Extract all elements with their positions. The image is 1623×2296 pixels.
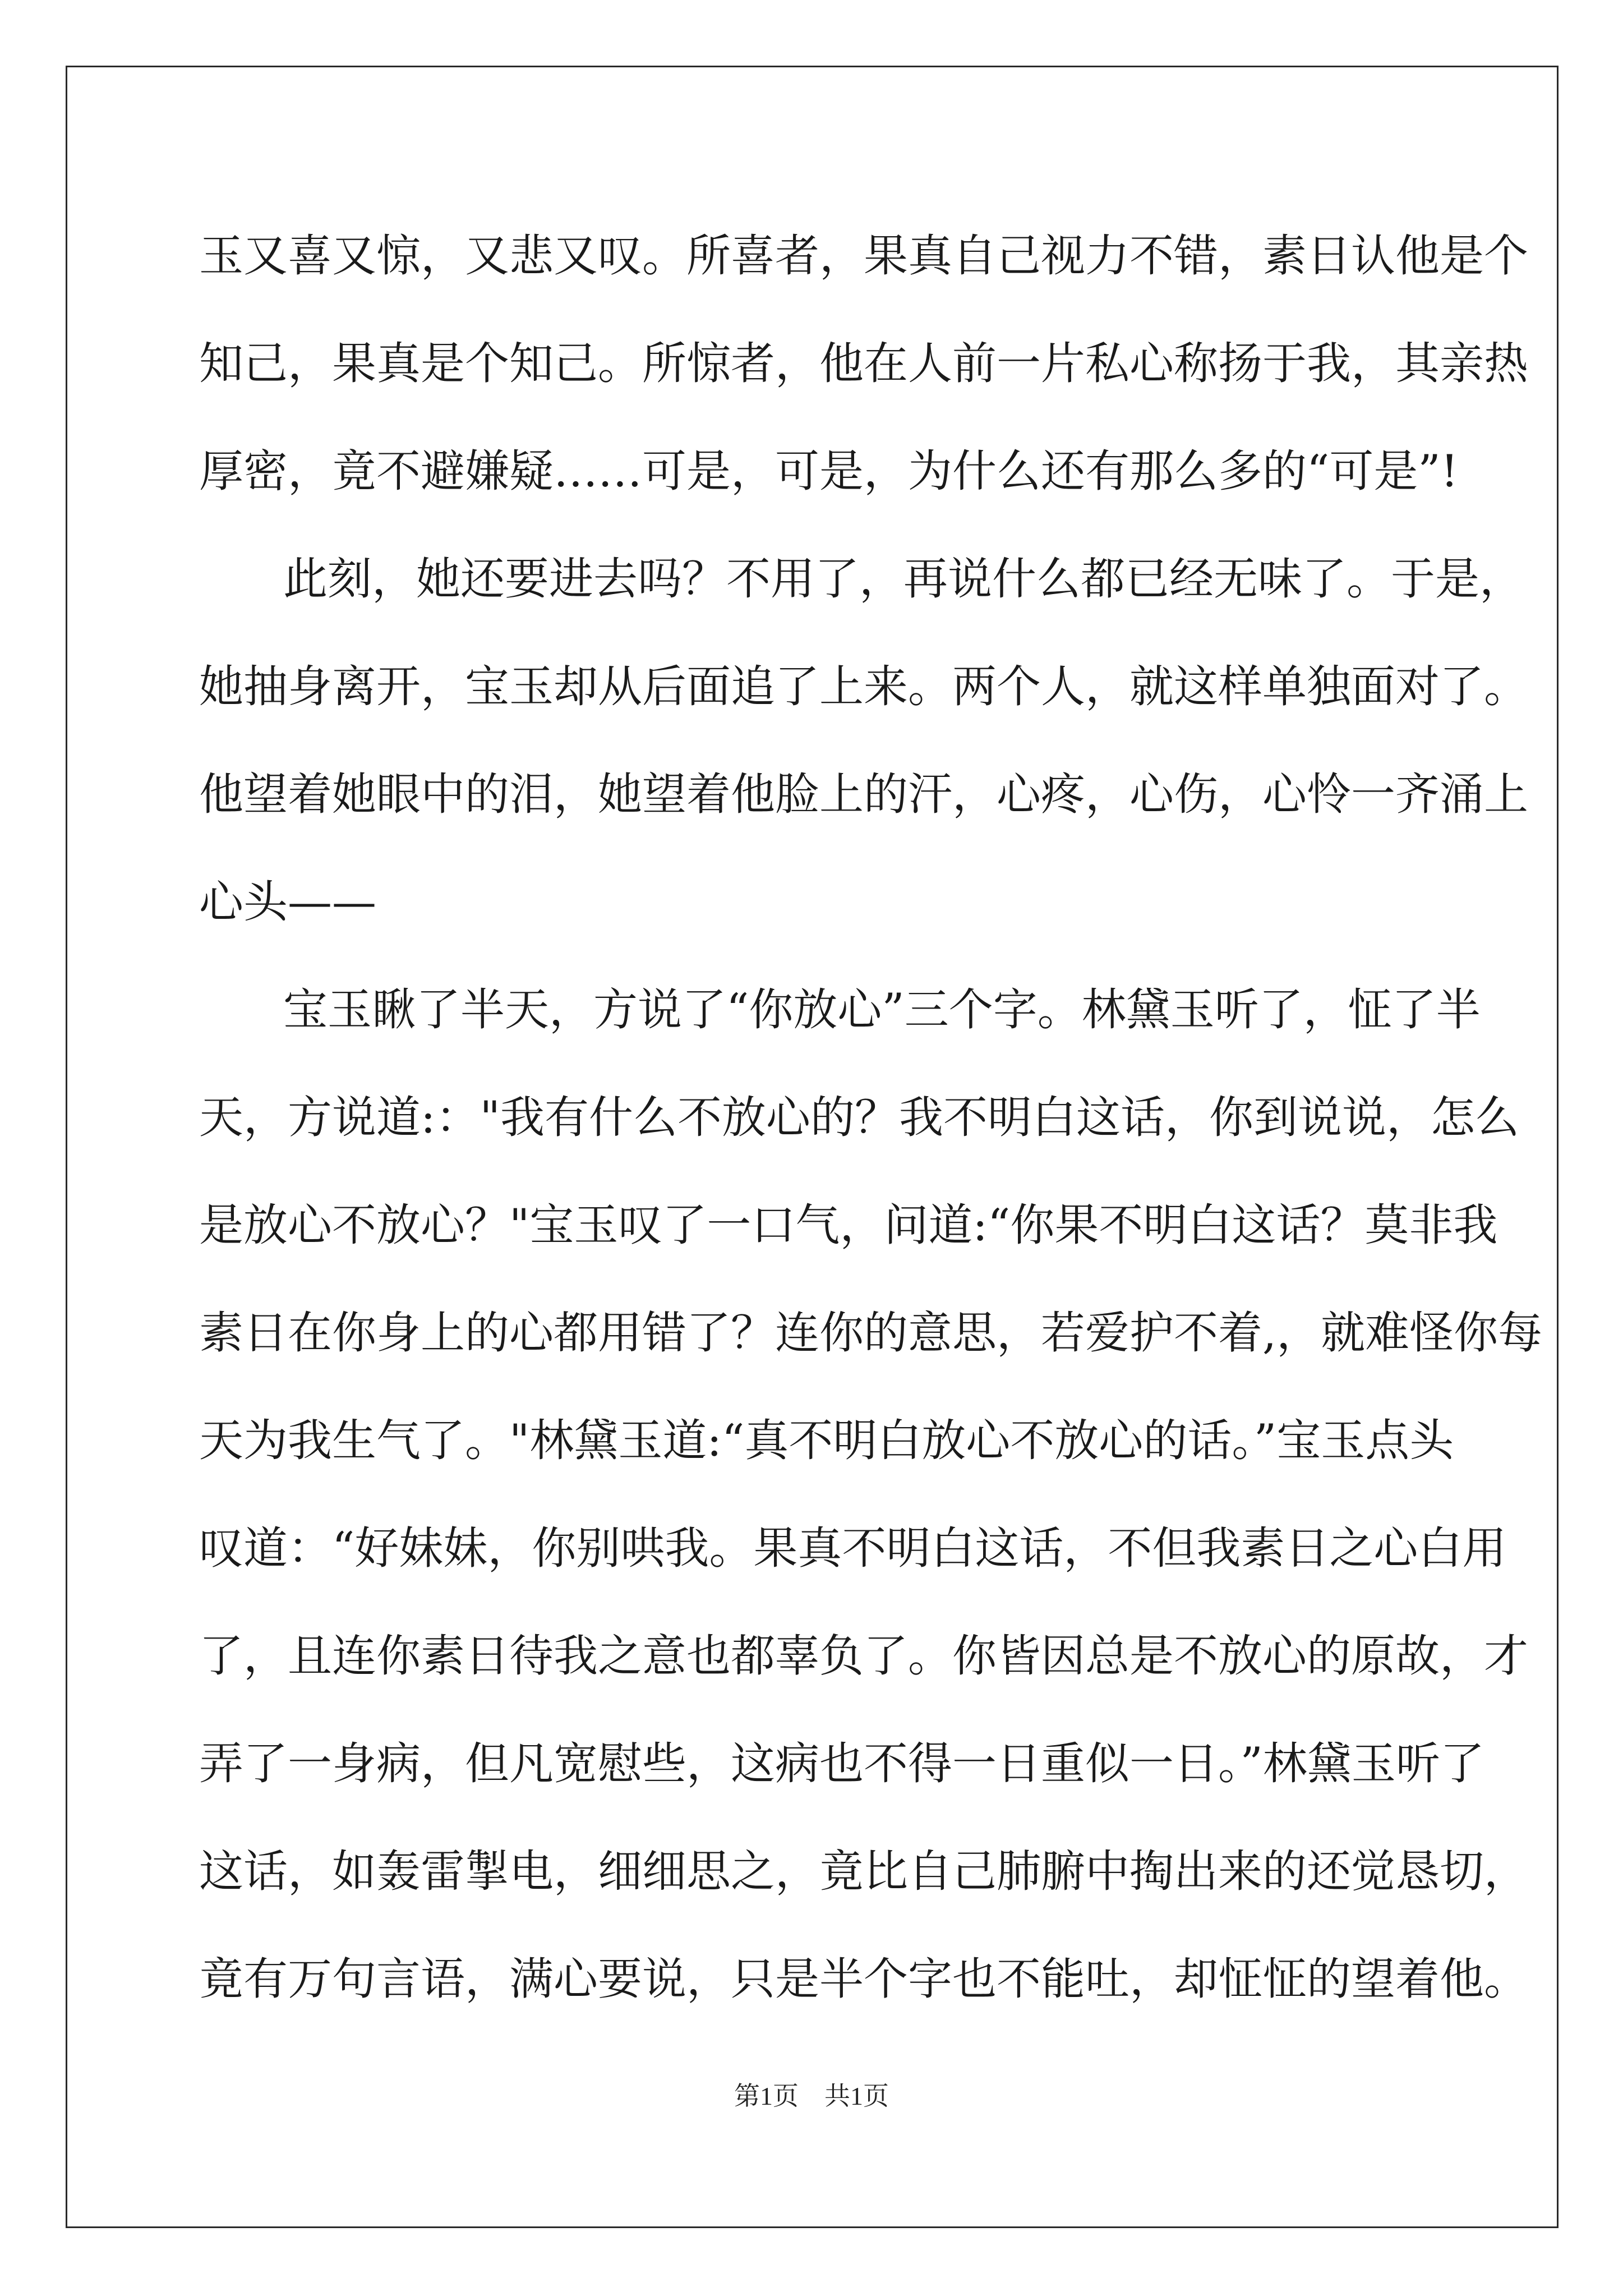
text-line: 天为我生气了。"林黛玉道:“真不明白放心不放心的话。”宝玉点头: [199, 1415, 1454, 1466]
text-line: 厚密，竟不避嫌疑……可是，可是，为什么还有那么多的“可是”!: [199, 445, 1459, 497]
text-line: 这话，如轰雷掣电，细细思之，竟比自己肺腑中掏出来的还觉恳切，: [199, 1846, 1528, 1897]
text-line: 弄了一身病，但凡宽慰些，这病也不得一日重似一日。”林黛玉听了: [199, 1738, 1484, 1789]
text-line: 天，方说道:："我有什么不放心的？我不明白这话，你到说说，怎么: [199, 1092, 1519, 1143]
text-line: 此刻，她还要进去吗？不用了，再说什么都已经无味了。于是，: [283, 553, 1524, 605]
text-line: 竟有万句言语，满心要说，只是半个字也不能吐，却怔怔的望着他。: [199, 1953, 1528, 2005]
text-line: 心头——: [199, 876, 376, 928]
text-line: 叹道：“好妹妹，你别哄我。果真不明白这话，不但我素日之心白用: [199, 1522, 1507, 1574]
text-line: 他望着她眼中的泪，她望着他脸上的汗，心疼，心伤，心怜一齐涌上: [199, 769, 1528, 820]
text-line: 宝玉瞅了半天，方说了“你放心”三个字。林黛玉听了，怔了半: [283, 984, 1481, 1036]
text-line: 是放心不放心？"宝玉叹了一口气，问道:“你果不明白这话？莫非我: [199, 1199, 1498, 1251]
page-number-footer: 第1页 共1页: [734, 2082, 889, 2110]
text-line: 知己，果真是个知己。所惊者，他在人前一片私心称扬于我，其亲热: [199, 338, 1528, 389]
text-line: 素日在你身上的心都用错了？连你的意思，若爱护不着,，就难怪你每: [199, 1307, 1543, 1359]
text-line: 她抽身离开，宝玉却从后面追了上来。两个人，就这样单独面对了。: [199, 661, 1528, 712]
document-body: [199, 202, 1543, 2033]
text-line: 玉又喜又惊，又悲又叹。所喜者，果真自己视力不错，素日认他是个: [199, 230, 1528, 282]
text-line: 了，且连你素日待我之意也都辜负了。你皆因总是不放心的原故，才: [199, 1630, 1528, 1682]
